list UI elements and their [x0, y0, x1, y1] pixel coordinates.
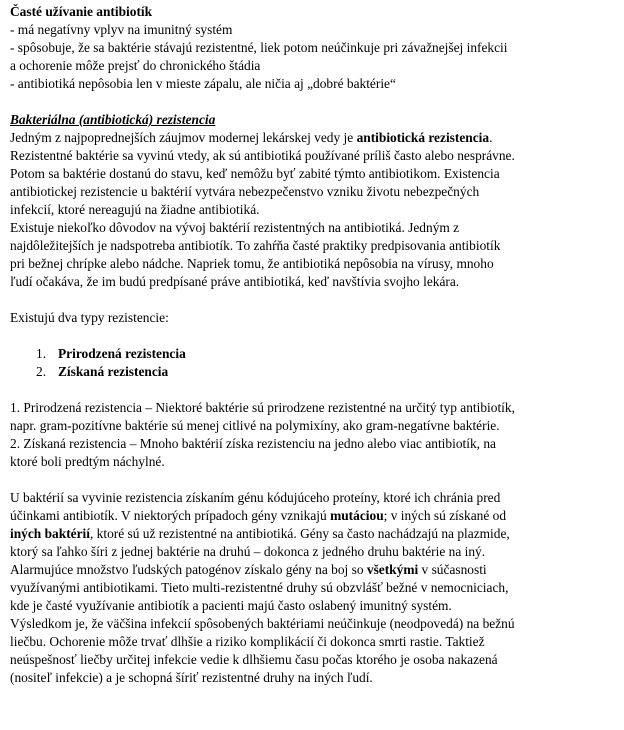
text-line: najdôležitejších je nadspotreba antibiotík. To zahŕňa časté praktiky predpisovania antibiotík — [10, 238, 501, 253]
text-line: Potom sa baktérie dostanú do stavu, keď nemôžu byť zabité týmto antibiotikom. Existencia — [10, 166, 500, 181]
text-line: a ochorenie môže prejsť do chronického štádia — [10, 58, 261, 73]
text-run: . — [489, 130, 493, 145]
text-run: ; v iných sú získané od — [383, 508, 507, 523]
emphasis-all: všetkými — [366, 562, 419, 577]
blank-line — [10, 327, 616, 345]
text-line — [10, 129, 616, 147]
text-line: využívanými antibiotikami. Tieto multi-rezistentné druhy sú obzvlášť bežné v nemocniciach, — [10, 580, 509, 595]
text-line: napr. gram-pozitívne baktérie sú menej citlivé na polymixíny, ako gram-negatívne baktérie. — [10, 418, 500, 433]
text-line: - má negatívny vplyv na imunitný systém — [10, 22, 233, 37]
text-run: Alarmujúce množstvo ľudských patogénov získalo gény na boj so — [10, 562, 367, 577]
list-number: 1. — [36, 346, 47, 361]
text-run: v súčasnosti — [418, 562, 487, 577]
blank-line — [10, 381, 616, 399]
resistance-types-list — [10, 345, 616, 381]
text-line: Rezistentné baktérie sa vyvinú vtedy, ak sú antibiotiká používané príliš často alebo nesprávne. — [10, 148, 515, 163]
text-line: ľudí očakáva, že im budú predpísané práve antibiotiká, keď navštívia svojho lekára. — [10, 274, 460, 289]
list-item — [10, 345, 616, 363]
text-line: liečbu. Ochorenie môže trvať dlhšie a riziko komplikácií či dokonca smrti rastie. Taktiež — [10, 634, 485, 649]
text-line — [10, 507, 616, 525]
emphasis-mutation: mutáciou — [330, 508, 384, 523]
text-line: Výsledkom je, že väčšina infekcií spôsobených baktériami neúčinkuje (neodpovedá) na bežnú — [10, 616, 515, 631]
list-item — [10, 363, 616, 381]
text-line: 2. Získaná rezistencia – Mnoho baktérií získa rezistenciu na jedno alebo viac antibiotík, na — [10, 436, 496, 451]
emphasis-antibiotic-resistance: antibiotická rezistencia — [356, 130, 490, 145]
text-line: antibiotickej rezistencie u baktérií vytvára nebezpečenstvo vzniku životu nebezpečných — [10, 184, 480, 199]
text-run: účinkami antibiotík. V niektorých prípadoch gény vznikajú — [10, 508, 331, 523]
blank-line — [10, 291, 616, 309]
text-line: pri bežnej chrípke alebo nádche. Napriek tomu, že antibiotiká nepôsobia na vírusy, mnoho — [10, 256, 494, 271]
text-line — [10, 525, 616, 543]
text-line: ktorý sa ľahko šíri z jednej baktérie na druhú – dokonca z jedného druhu baktérie na iný. — [10, 544, 486, 559]
text-line: ktoré boli predtým náchylné. — [10, 454, 165, 469]
text-line: 1. Prirodzená rezistencia – Niektoré baktérie sú prirodzene rezistentné na určitý typ antibiotík, — [10, 400, 515, 415]
text-run: , ktoré sú už rezistentné na antibiotiká. Gény sa často nachádzajú na plazmide, — [89, 526, 510, 541]
list-item-label: Prirodzená rezistencia — [58, 346, 186, 361]
text-line — [10, 561, 616, 579]
list-number: 2. — [36, 364, 47, 379]
text-line: Existuje niekoľko dôvodov na vývoj baktérií rezistentných na antibiotiká. Jedným z — [10, 220, 460, 235]
section-heading-resistance: Bakteriálna (antibiotická) rezistencia — [10, 112, 216, 127]
text-line: neúspešnosť liečby určitej infekcie vedie k dlhšiemu času počas ktorého je osoba nakazená — [10, 652, 498, 667]
blank-line — [10, 93, 616, 111]
text-line: U baktérií sa vyvinie rezistencia získaním génu kódujúceho proteíny, ktoré ich chránia pred — [10, 490, 501, 505]
text-run: Jedným z najpoprednejších záujmov modernej lekárskej vedy je — [10, 130, 357, 145]
text-line: (nositeľ infekcie) a je schopná šíriť rezistentné druhy na iných ľudí. — [10, 670, 373, 685]
text-line: kde je časté využívanie antibiotík a pacienti majú často oslabený imunitný systém. — [10, 598, 452, 613]
emphasis-other-bacteria: iných baktérií — [10, 526, 90, 541]
document-body — [10, 3, 616, 687]
list-item-label: Získaná rezistencia — [58, 364, 169, 379]
text-line: - antibiotiká nepôsobia len v mieste zápalu, ale ničia aj „dobré baktérie“ — [10, 76, 396, 91]
section-heading-overuse: Časté užívanie antibiotík — [10, 4, 153, 19]
text-line: infekcií, ktoré nereagujú na žiadne antibiotiká. — [10, 202, 260, 217]
types-intro: Existujú dva typy rezistencie: — [10, 310, 169, 325]
text-line: - spôsobuje, že sa baktérie stávajú rezistentné, liek potom neúčinkuje pri závažnejšej infekcii — [10, 40, 508, 55]
blank-line — [10, 471, 616, 489]
